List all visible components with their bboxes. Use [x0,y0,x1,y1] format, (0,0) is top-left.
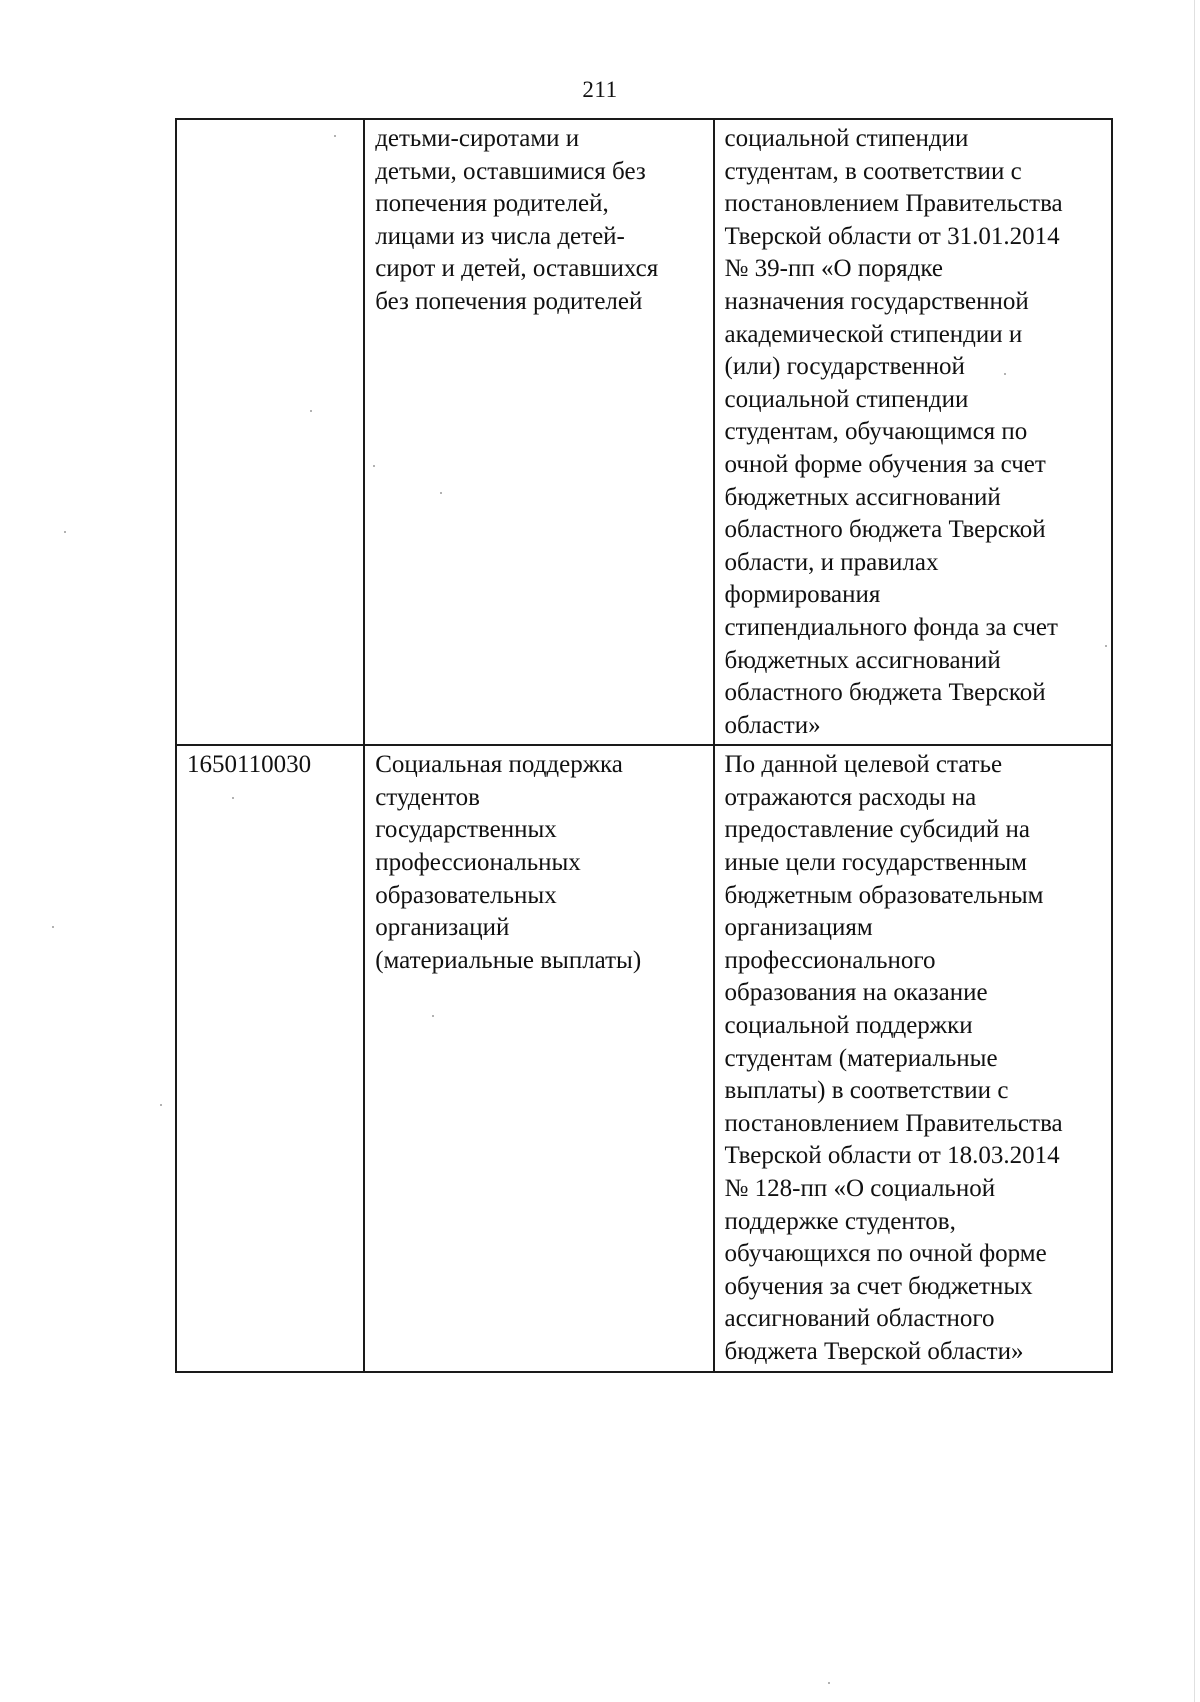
cell-text-line: профессиональных [375,849,581,877]
cell-text-line: Тверской области от 18.03.2014 [724,1142,1060,1170]
code-cell [176,119,364,745]
cell-text-line: обучающихся по очной форме [724,1240,1047,1268]
cell-text-line: постановлением Правительства [724,190,1063,218]
cell-text-line: выплаты) в соответствии с [724,1077,1009,1105]
table-row [176,745,1112,1371]
cell-text-line: государственных [375,816,557,844]
cell-text-line: попечения родителей, [375,190,609,218]
cell-text-line: № 128-пп «О социальной [724,1175,996,1202]
name-cell [364,119,713,745]
name-cell [364,745,713,1371]
cell-text-line: лицами из числа детей- [375,222,625,250]
scan-speck [1105,645,1107,647]
cell-text-line: студентам (материальные [724,1044,998,1072]
cell-text-line: предоставление субсидий на [724,816,1030,844]
cell-text-line: областного бюджета Тверской [724,679,1046,707]
cell-text-line: № 39-пп «О порядке [724,255,944,283]
scan-speck [52,926,54,928]
scan-speck [440,492,442,494]
cell-text-line: назначения государственной [724,287,1029,315]
cell-text-line: социальной стипендии [724,385,969,413]
cell-text-line: поддержке студентов, [724,1207,956,1235]
scan-speck [64,531,66,533]
scan-speck [828,1682,830,1684]
scan-edge-line [1194,0,1195,1702]
scan-speck [1004,373,1006,375]
cell-text-line: Социальная поддержка [375,751,623,779]
description-cell [714,745,1112,1371]
scan-speck [334,135,336,137]
cell-text-line: организаций [375,914,510,942]
cell-text-line: бюджетных ассигнований [724,646,1001,674]
cell-text-line: профессионального [724,946,936,974]
cell-text-line: (материальные выплаты) [375,946,642,974]
cell-text-line: сирот и детей, оставшихся [375,255,659,283]
scan-speck [160,1104,162,1106]
cell-text-line: бюджетным образовательным [724,881,1044,909]
code-cell: 1650110030 [176,745,364,1371]
page-number: 211 [582,77,618,102]
cell-text-line: детьми-сиротами и [375,125,580,152]
cell-text-line: (или) государственной [724,353,965,381]
cell-text-line: формирования [724,581,881,609]
cell-text-line: иные цели государственным [724,849,1027,877]
scan-speck [373,465,375,467]
description-cell [714,119,1112,745]
cell-text-line: студентов [375,783,480,811]
scan-speck [432,1015,434,1017]
cell-text-line: социальной поддержки [724,1012,973,1040]
cell-text-line: Тверской области от 31.01.2014 [724,222,1060,250]
cell-text-line: ассигнований областного [724,1305,995,1333]
cell-text-line: детьми, оставшимися без [375,157,646,185]
cell-text-line: областного бюджета Тверской [724,516,1046,544]
cell-text-line: без попечения родителей [375,287,643,315]
cell-text-line: образования на оказание [724,979,988,1007]
cell-text-line: отражаются расходы на [724,783,977,811]
cell-text-line: студентам, обучающимся по [724,418,1028,446]
cell-text-line: области, и правилах [724,548,939,576]
cell-text-line: стипендиального фонда за счет [724,613,1058,641]
cell-text-line: организациям [724,914,873,942]
cell-text-line: постановлением Правительства [724,1109,1063,1137]
cell-text-line: образовательных [375,881,557,909]
cell-text-line: бюджета Тверской области» [724,1337,1024,1365]
cell-text-line: бюджетных ассигнований [724,483,1001,511]
cell-text-line: области» [724,711,821,739]
cell-text-line: студентам, в соответствии с [724,157,1022,185]
budget-classification-table [175,118,1113,1373]
cell-text-line: очной форме обучения за счет [724,450,1046,478]
cell-text-line: социальной стипендии [724,125,969,152]
cell-text-line: обучения за счет бюджетных [724,1272,1033,1300]
scan-speck [310,410,312,412]
cell-text-line: академической стипендии и [724,320,1023,348]
scan-speck [232,797,234,799]
cell-text-line: По данной целевой статье [724,751,1003,779]
table-row [176,119,1112,745]
